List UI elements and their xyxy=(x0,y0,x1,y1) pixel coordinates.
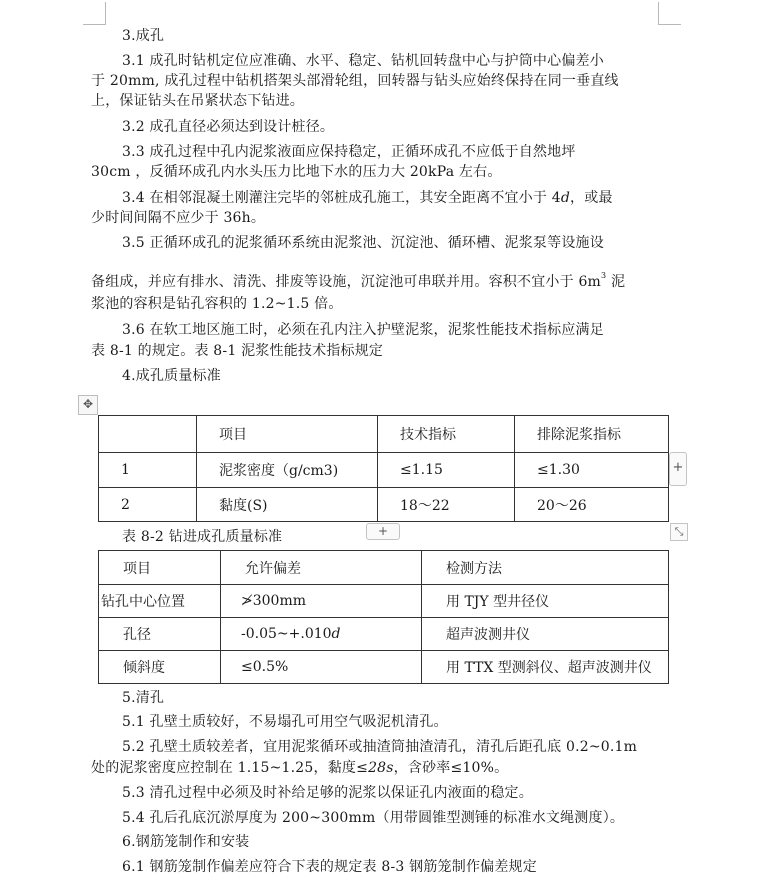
paragraph-5-4: 5.4 孔后孔底沉淤厚度为 200~300mm（用带圆锥型测锤的标准水文绳测度）。 xyxy=(122,810,625,826)
add-column-button[interactable]: + xyxy=(669,452,687,486)
paragraph-3-5-line3: 浆池的容积是钻孔容积的 1.2~1.5 倍。 xyxy=(91,296,343,312)
table-cell[interactable]: 1 xyxy=(99,453,197,488)
table-cell[interactable]: ≤0.5% xyxy=(221,651,422,684)
paragraph-3-5-line2 xyxy=(91,266,625,292)
paragraph-3-6-line1: 3.6 在软工地区施工时，必须在孔内注入护壁泥浆，泥浆性能技术指标应满足 xyxy=(122,322,604,338)
table-row xyxy=(99,651,669,684)
table-header-cell[interactable]: 项目 xyxy=(197,416,378,453)
paragraph-5-2-italic: 28s xyxy=(368,760,394,776)
table-cell[interactable]: ≯300mm xyxy=(221,585,422,618)
table-cell[interactable]: 黏度(S) xyxy=(197,488,378,522)
paragraph-6-1: 6.1 钢筋笼制作偏差应符合下表的规定表 8-3 钢筋笼制作偏差规定 xyxy=(122,859,537,875)
table-row xyxy=(99,585,669,618)
table-resize-handle[interactable]: ⤡ xyxy=(670,523,688,541)
paragraph-3-6-line2: 表 8-1 的规定。表 8-1 泥浆性能技术指标规定 xyxy=(91,343,384,359)
table-cell[interactable]: 用 TJY 型井径仪 xyxy=(422,585,669,618)
table-header-cell[interactable]: 项目 xyxy=(99,551,221,585)
paragraph-5-2-tail: ，含砂率≤10%。 xyxy=(393,760,509,776)
table-header-cell[interactable]: 技术指标 xyxy=(378,416,515,453)
table-cell[interactable]: 钻孔中心位置 xyxy=(99,585,221,618)
paragraph-3-1-line1: 3.1 成孔时钻机定位应准确、水平、稳定、钻机回转盘中心与护筒中心偏差小 xyxy=(122,53,604,69)
paragraph-5-1: 5.1 孔壁土质较好，不易塌孔可用空气吸泥机清孔。 xyxy=(122,714,448,730)
paragraph-3-3-line2: 30cm ，反循环成孔内水头压力比地下水的压力大 20kPa 左右。 xyxy=(91,164,502,180)
paragraph-3-5-tail: 泥 xyxy=(606,274,626,290)
table-header-row xyxy=(99,551,669,585)
section-heading-4: 4.成孔质量标准 xyxy=(122,368,221,384)
paragraph-3-5-text: 备组成，并应有排水、清洗、排废等设施，沉淀池可串联并用。容积不宜小于 6m xyxy=(91,274,602,290)
table-header-cell[interactable] xyxy=(99,416,197,453)
paragraph-3-5-line1: 3.5 正循环成孔的泥浆循环系统由泥浆池、沉淀池、循环槽、泥浆泵等设施设 xyxy=(122,235,604,251)
table-row xyxy=(99,488,669,522)
table-cell[interactable]: ≤1.15 xyxy=(378,453,515,488)
table-cell[interactable]: 倾斜度 xyxy=(99,651,221,684)
hole-quality-table xyxy=(98,550,669,684)
paragraph-3-3-line1: 3.3 成孔过程中孔内泥浆液面应保持稳定，正循环成孔不应低于自然地坪 xyxy=(122,144,576,160)
table-header-row xyxy=(99,416,669,453)
section-heading-6: 6.钢筋笼制作和安装 xyxy=(122,834,250,850)
table-cell[interactable]: 泥浆密度（g/cm3) xyxy=(197,453,378,488)
table-cell[interactable]: 20～26 xyxy=(515,488,669,522)
paragraph-5-2-line2 xyxy=(91,758,508,778)
paragraph-3-1-line3: 上，保证钻头在吊紧状态下钻进。 xyxy=(91,93,304,109)
paragraph-3-1-line2: 于 20mm, 成孔过程中钻机搭架头部滑轮组，回转器与钻头应始终保持在同一垂直线 xyxy=(91,73,619,89)
table-cell[interactable]: 孔径 xyxy=(99,618,221,651)
paragraph-3-4-tail: ，或最 xyxy=(570,190,613,206)
paragraph-3-4-line2: 少时间间隔不应少于 36h。 xyxy=(91,210,266,226)
superscript-3: 3 xyxy=(601,271,607,280)
tolerance-italic: d xyxy=(331,626,341,642)
mud-properties-table xyxy=(98,415,669,522)
section-heading-5: 5.清孔 xyxy=(122,690,165,706)
paragraph-5-2-line1: 5.2 孔壁土质较差者，宜用泥浆循环或抽渣筒抽渣清孔，清孔后距孔底 0.2~0.1m xyxy=(122,739,638,755)
paragraph-3-4-text: 3.4 在相邻混凝土刚灌注完毕的邻桩成孔施工，其安全距离不宜小于 4 xyxy=(122,190,561,206)
table-cell[interactable] xyxy=(221,618,422,651)
table-header-cell[interactable]: 允许偏差 xyxy=(221,551,422,585)
table-cell[interactable]: 用 TTX 型测斜仪、超声波测井仪 xyxy=(422,651,669,684)
table-cell[interactable]: 18～22 xyxy=(378,488,515,522)
table-cell[interactable]: 2 xyxy=(99,488,197,522)
paragraph-5-2-text: 处的泥浆密度应控制在 1.15~1.25，黏度≤ xyxy=(91,760,369,776)
add-row-button[interactable]: + xyxy=(366,523,400,540)
paragraph-3-4-italic: d xyxy=(560,190,571,206)
paragraph-3-2: 3.2 成孔直径必须达到设计桩径。 xyxy=(122,119,335,135)
page-margin-corner-right xyxy=(658,2,681,25)
tolerance-value: -0.05~+.010 xyxy=(241,626,332,642)
table-header-cell[interactable]: 排除泥浆指标 xyxy=(515,416,669,453)
page-margin-corner-left xyxy=(83,2,106,25)
section-heading-3: 3.成孔 xyxy=(122,28,165,44)
paragraph-5-3: 5.3 清孔过程中必须及时补给足够的泥浆以保证孔内液面的稳定。 xyxy=(122,785,533,801)
table-move-handle[interactable]: ✥ xyxy=(78,395,98,415)
table-cell[interactable]: 超声波测井仪 xyxy=(422,618,669,651)
paragraph-3-4-line1 xyxy=(122,188,613,208)
table-8-2-caption: 表 8-2 钻进成孔质量标准 xyxy=(122,529,283,545)
table-header-cell[interactable]: 检测方法 xyxy=(422,551,669,585)
table-row xyxy=(99,453,669,488)
table-cell[interactable]: ≤1.30 xyxy=(515,453,669,488)
table-row xyxy=(99,618,669,651)
